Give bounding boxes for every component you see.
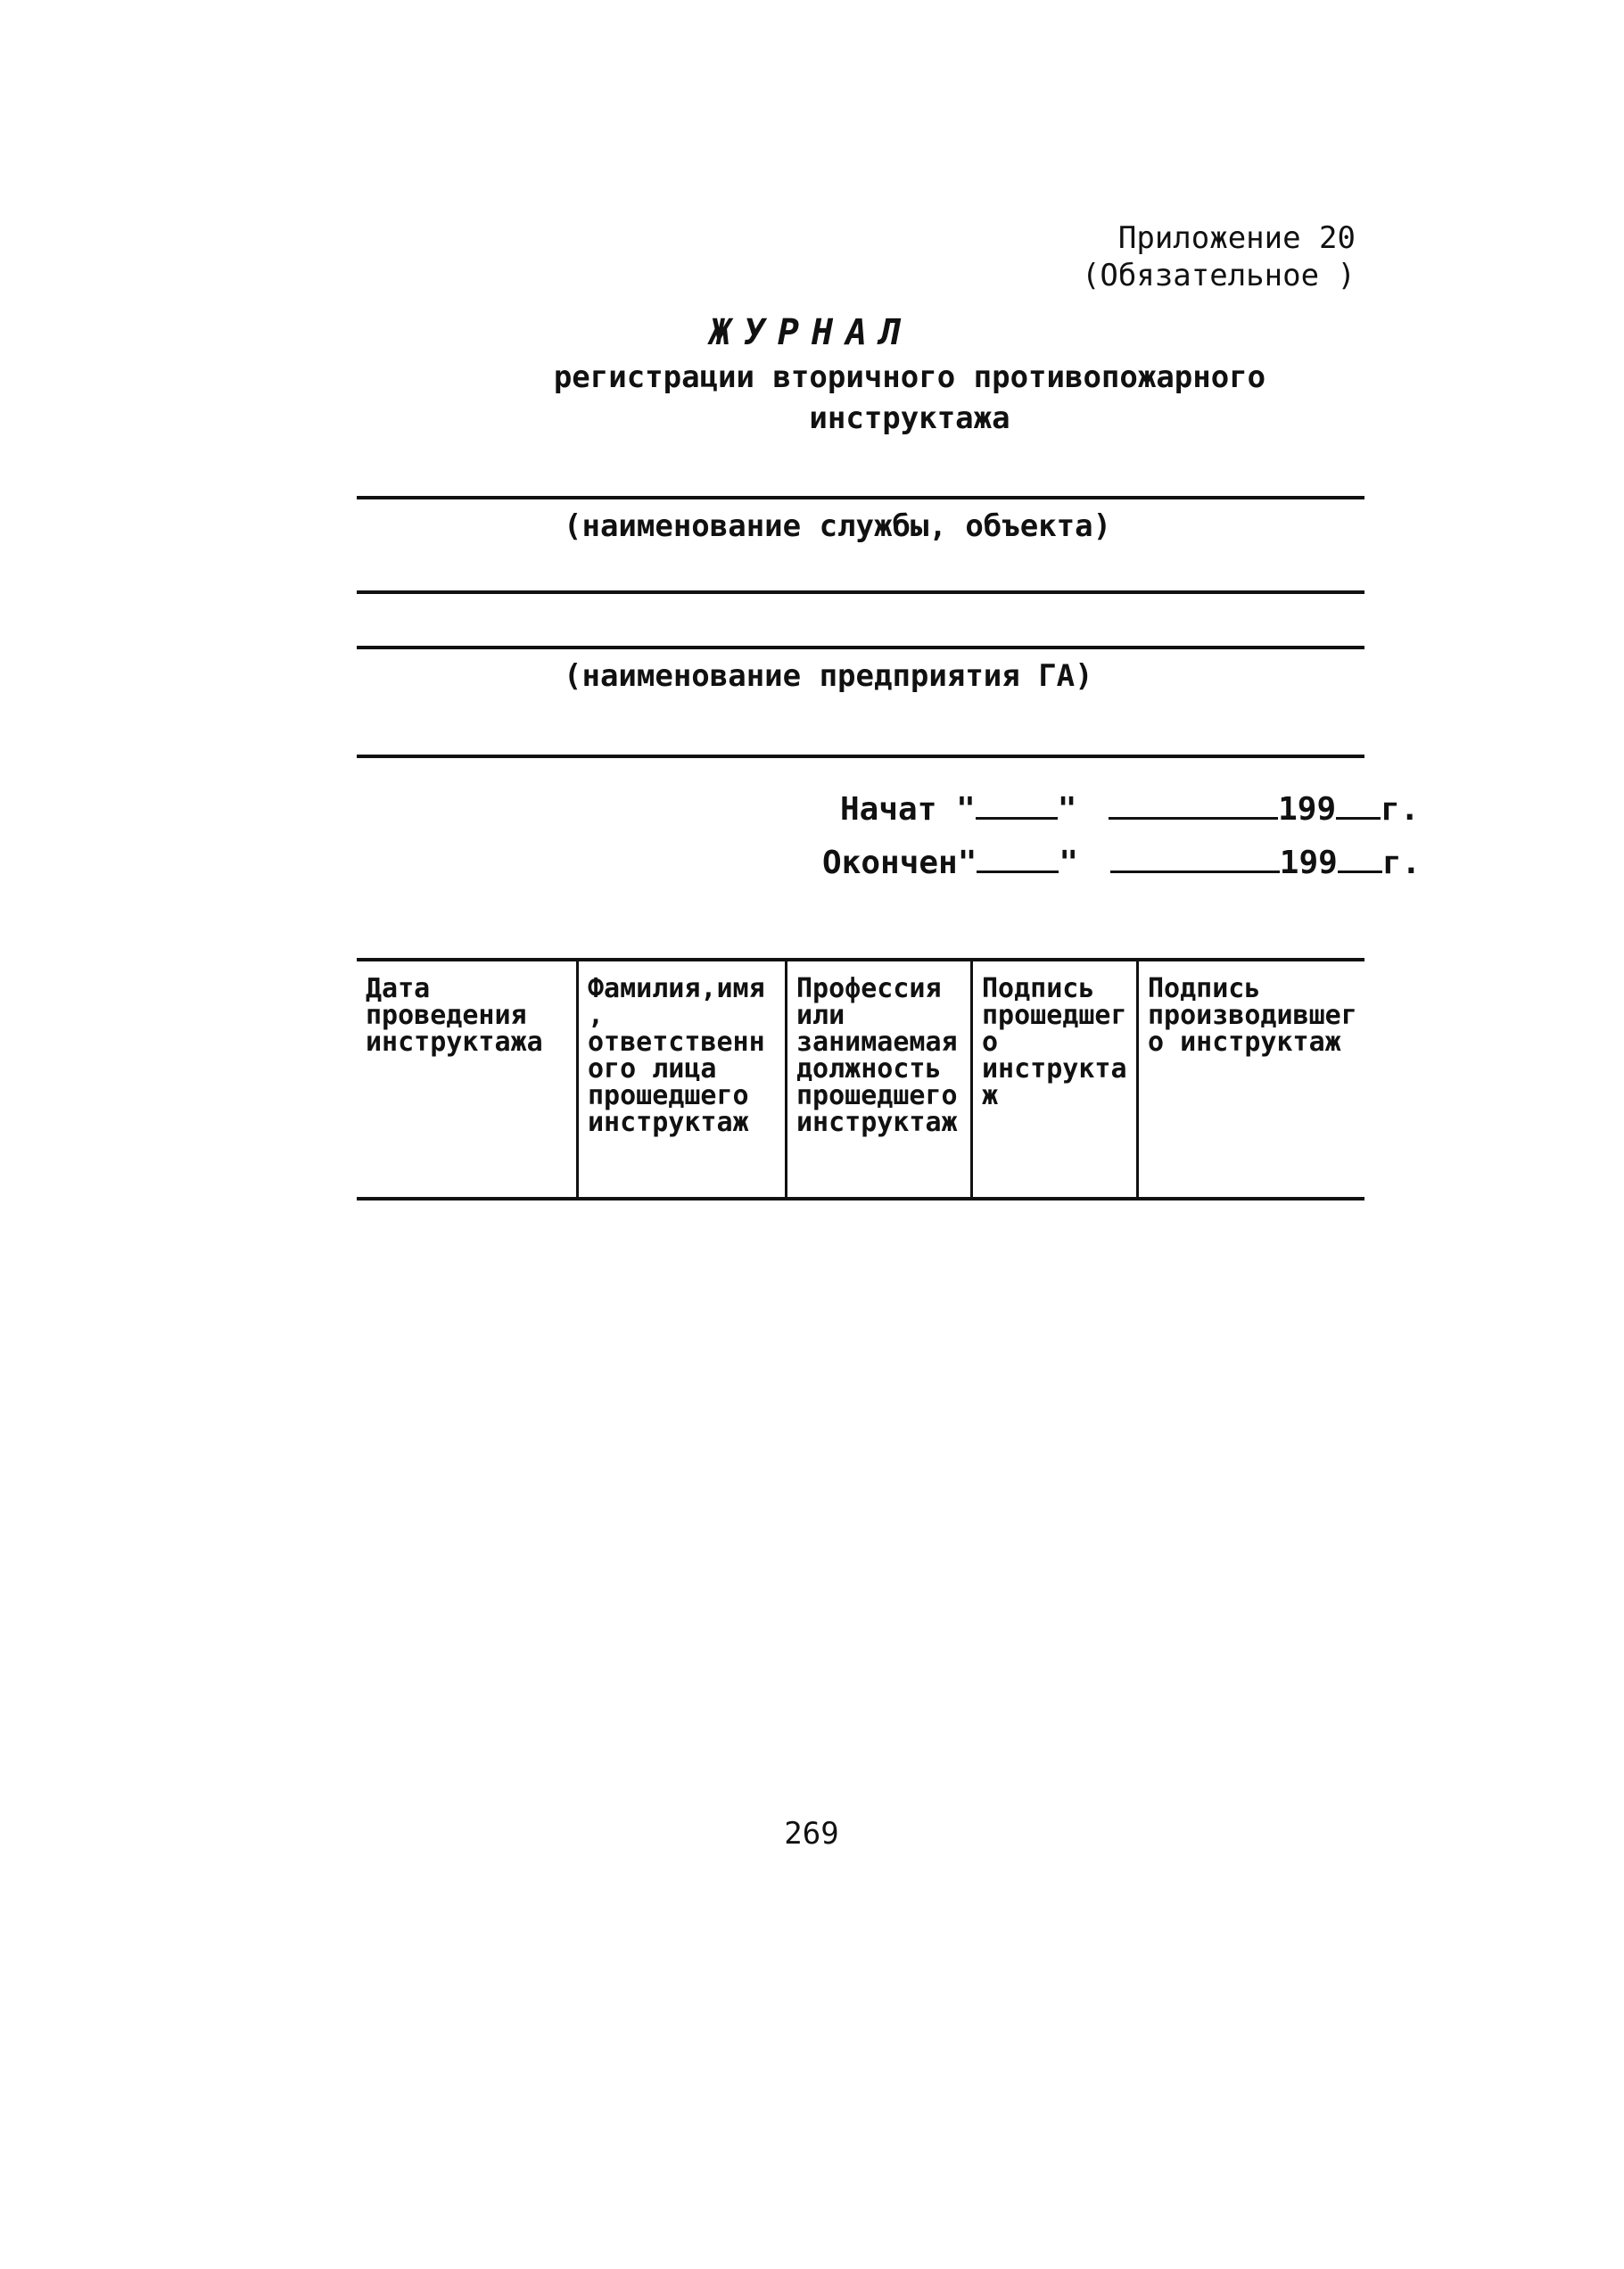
ended-year-suffix: г. xyxy=(1381,845,1422,881)
ended-day-blank[interactable] xyxy=(977,844,1059,873)
column-header-trainee-signature: Подпись прошедшего инструктаж xyxy=(970,961,1136,1197)
started-label: Начат xyxy=(840,791,937,828)
subtitle-line-2: инструктажа xyxy=(809,400,1010,436)
enterprise-fill-line-bottom xyxy=(357,755,1364,758)
journal-subtitle xyxy=(464,357,1356,439)
started-year-prefix: 199 xyxy=(1278,791,1337,828)
service-fill-line-bottom xyxy=(357,590,1364,594)
ended-month-blank[interactable] xyxy=(1110,844,1280,873)
column-header-instructor-signature: Подпись производившего инструктаж xyxy=(1136,961,1364,1197)
ended-year-prefix: 199 xyxy=(1279,845,1338,881)
journal-table-header xyxy=(357,958,1364,1201)
open-quote: " xyxy=(956,791,976,828)
service-caption: (наименование службы, объекта) xyxy=(564,508,1112,544)
started-year-blank[interactable] xyxy=(1336,790,1381,820)
close-quote: " xyxy=(1059,845,1079,881)
column-header-date: Дата проведения инструктажа xyxy=(366,973,543,1058)
appendix-note xyxy=(1035,219,1356,294)
column-header-profession: Профессия или занимаемая должность прошедшего инструктаж xyxy=(785,961,970,1197)
enterprise-fill-line-top xyxy=(357,646,1364,649)
column-header-name: Фамилия,имя, ответственного лица прошедшего инструктаж xyxy=(576,961,785,1197)
subtitle-line-1: регистрации вторичного противопожарного xyxy=(553,359,1266,395)
started-year-suffix: г. xyxy=(1381,791,1420,828)
ended-label: Окончен xyxy=(822,845,958,881)
close-quote: " xyxy=(1057,791,1077,828)
page-number: 269 xyxy=(784,1816,839,1852)
service-fill-line-top xyxy=(357,496,1364,499)
ended-date-line xyxy=(822,844,1421,881)
appendix-status: (Обязательное ) xyxy=(1081,258,1356,293)
enterprise-caption: (наименование предприятия ГА) xyxy=(564,658,1093,694)
ended-year-blank[interactable] xyxy=(1338,844,1382,873)
open-quote: " xyxy=(957,845,977,881)
started-date-line xyxy=(840,790,1420,828)
appendix-number: Приложение 20 xyxy=(1117,220,1356,256)
started-day-blank[interactable] xyxy=(976,790,1058,820)
started-month-blank[interactable] xyxy=(1109,790,1278,820)
journal-title: ЖУРНАЛ xyxy=(709,312,914,353)
